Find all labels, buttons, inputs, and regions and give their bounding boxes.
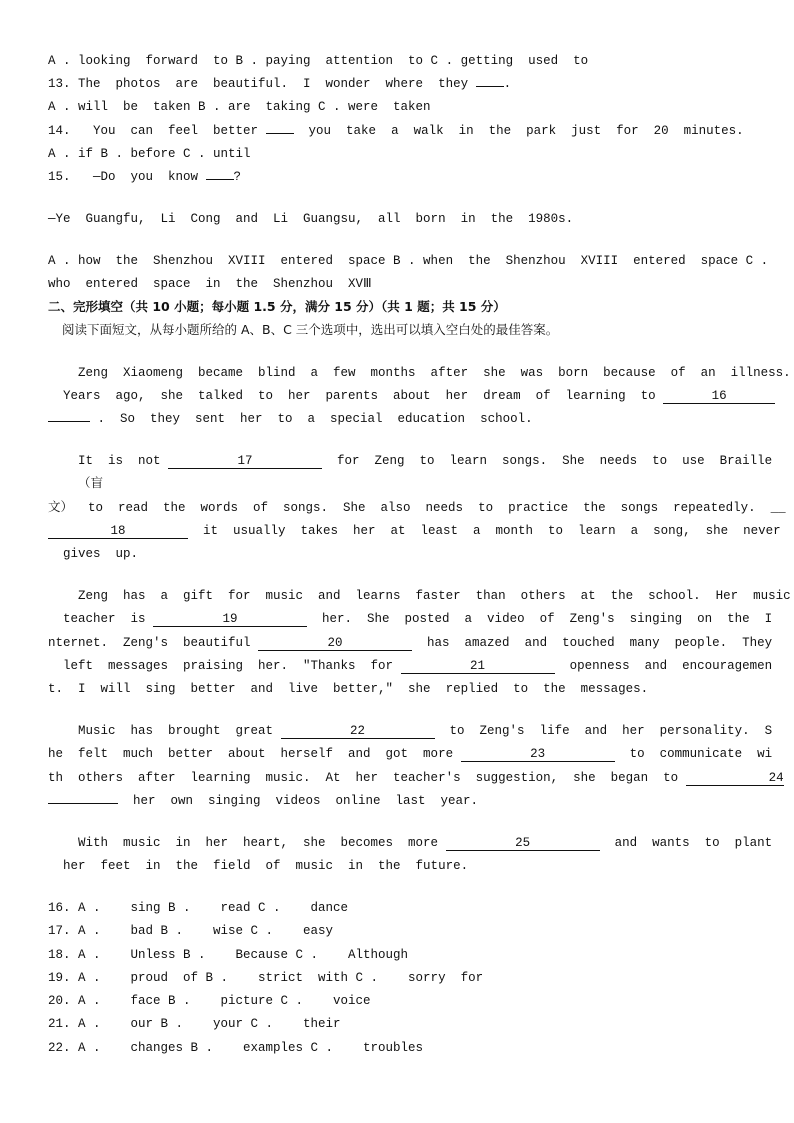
q15-options-line2: who entered space in the Shenzhou XVⅢ (48, 277, 372, 291)
p3-text-f: openness and encouragemen (554, 659, 773, 673)
options-20: 20. A . face B . picture C . voice (48, 994, 371, 1008)
q13-text: 13. The photos are beautiful. I wonder where they (48, 77, 476, 91)
p4-text-c: he felt much better about herself and got more (48, 747, 461, 761)
passage-p3-line4 (48, 658, 773, 674)
q14-text-a: 14. You can feel better (48, 124, 266, 138)
options-17: 17. A . bad B . wise C . easy (48, 924, 334, 938)
p4-text-f: her own singing videos online last year. (118, 794, 479, 808)
passage-p2-line1 (48, 453, 773, 469)
passage-p2-line5: gives up. (48, 547, 139, 561)
p1-text: Years ago, she talked to her parents about her dream of learning to (48, 389, 664, 403)
p4-text-d: to communicate wi (614, 747, 773, 761)
section-heading: 二、完形填空（共 10 小题；每小题 1.5 分，满分 15 分）（共 1 题；共 15 分） (48, 299, 506, 314)
passage-p1-line1: Zeng Xiaomeng became blind a few months after she was born because of an illness. (48, 366, 791, 380)
p4-text-e: th others after learning music. At her teacher's suggestion, she began to (48, 771, 686, 785)
q13-blank (476, 86, 504, 87)
question-14 (48, 123, 746, 139)
q14-blank (266, 133, 294, 134)
blank-16-cont (48, 421, 90, 422)
p2-text-a: It is not (48, 454, 169, 468)
q15-text: 15. —Do you know (48, 170, 206, 184)
blank-23: 23 (461, 747, 615, 762)
q13-end: . (503, 77, 512, 91)
p1-text-end: . So they sent her to a special education school. (90, 412, 533, 426)
passage-p4-line1 (48, 723, 773, 739)
blank-18: 18 (48, 524, 188, 539)
passage-p1-line2 (48, 388, 746, 404)
section-instruction: 阅读下面短文，从每小题所给的 A、B、C 三个选项中，选出可以填入空白处的最佳答案。 (62, 322, 559, 337)
p3-text-d: has amazed and touched many people. They (412, 636, 773, 650)
p4-text-b: to Zeng's life and her personality. S (434, 724, 773, 738)
p3-text-a: teacher is (48, 612, 154, 626)
passage-p5-line1 (48, 835, 773, 851)
passage-p3-line3 (48, 635, 773, 651)
question-15 (48, 169, 746, 185)
blank-19: 19 (153, 612, 307, 627)
blank-20: 20 (258, 636, 412, 651)
q15-options-line1: A . how the Shenzhou XVIII entered space B . when the Shenzhou XVIII entered space C . (48, 254, 769, 268)
passage-p2-line2: （盲 (48, 477, 104, 491)
q12-options: A . looking forward to B . paying attention to C . getting used to (48, 54, 589, 68)
options-21: 21. A . our B . your C . their (48, 1017, 341, 1031)
passage-p4-line4 (48, 793, 746, 809)
q14-options: A . if B . before C . until (48, 147, 251, 161)
passage-p5-line2: her feet in the field of music in the future. (48, 859, 469, 873)
q15-reply: —Ye Guangfu, Li Cong and Li Guangsu, all born in the 1980s. (48, 212, 574, 226)
p3-text-e: left messages praising her. "Thanks for (48, 659, 401, 673)
blank-22: 22 (281, 724, 435, 739)
p3-text-b: her. She posted a video of Zeng's singing on the I (307, 612, 773, 626)
question-13 (48, 76, 746, 92)
q13-options: A . will be taken B . are taking C . were taken (48, 100, 431, 114)
q15-blank (206, 179, 234, 180)
passage-p2-line3: 文） to read the words of songs. She also needs to practice the songs repeatedly. __ (48, 501, 786, 515)
options-16: 16. A . sing B . read C . dance (48, 901, 349, 915)
options-18: 18. A . Unless B . Because C . Although (48, 948, 409, 962)
p2-text-c: it usually takes her at least a month to learn a song, she never (188, 524, 781, 538)
blank-24-cont (48, 803, 118, 804)
passage-p4-line3 (48, 770, 784, 786)
blank-16: 16 (663, 389, 775, 404)
p5-text-a: With music in her heart, she becomes more (48, 836, 446, 850)
passage-p2-line4 (48, 523, 781, 539)
passage-p3-line1: Zeng has a gift for music and learns faster than others at the school. Her music (48, 589, 791, 603)
p4-text-a: Music has brought great (48, 724, 281, 738)
passage-p3-line5: t. I will sing better and live better," she replied to the messages. (48, 682, 649, 696)
options-22: 22. A . changes B . examples C . troubles (48, 1041, 424, 1055)
passage-p1-line3 (48, 411, 746, 427)
blank-17: 17 (168, 454, 322, 469)
q14-text-b: you take a walk in the park just for 20 minutes. (293, 124, 744, 138)
passage-p4-line2 (48, 746, 773, 762)
blank-21: 21 (401, 659, 555, 674)
p3-text-c: nternet. Zeng's beautiful (48, 636, 259, 650)
blank-25: 25 (446, 836, 600, 851)
p5-text-b: and wants to plant (599, 836, 773, 850)
blank-24: 24 (686, 771, 784, 786)
options-19: 19. A . proud of B . strict with C . sorry for (48, 971, 484, 985)
p2-text-b: for Zeng to learn songs. She needs to use Braille (322, 454, 773, 468)
passage-p3-line2 (48, 611, 773, 627)
q15-end: ? (233, 170, 242, 184)
